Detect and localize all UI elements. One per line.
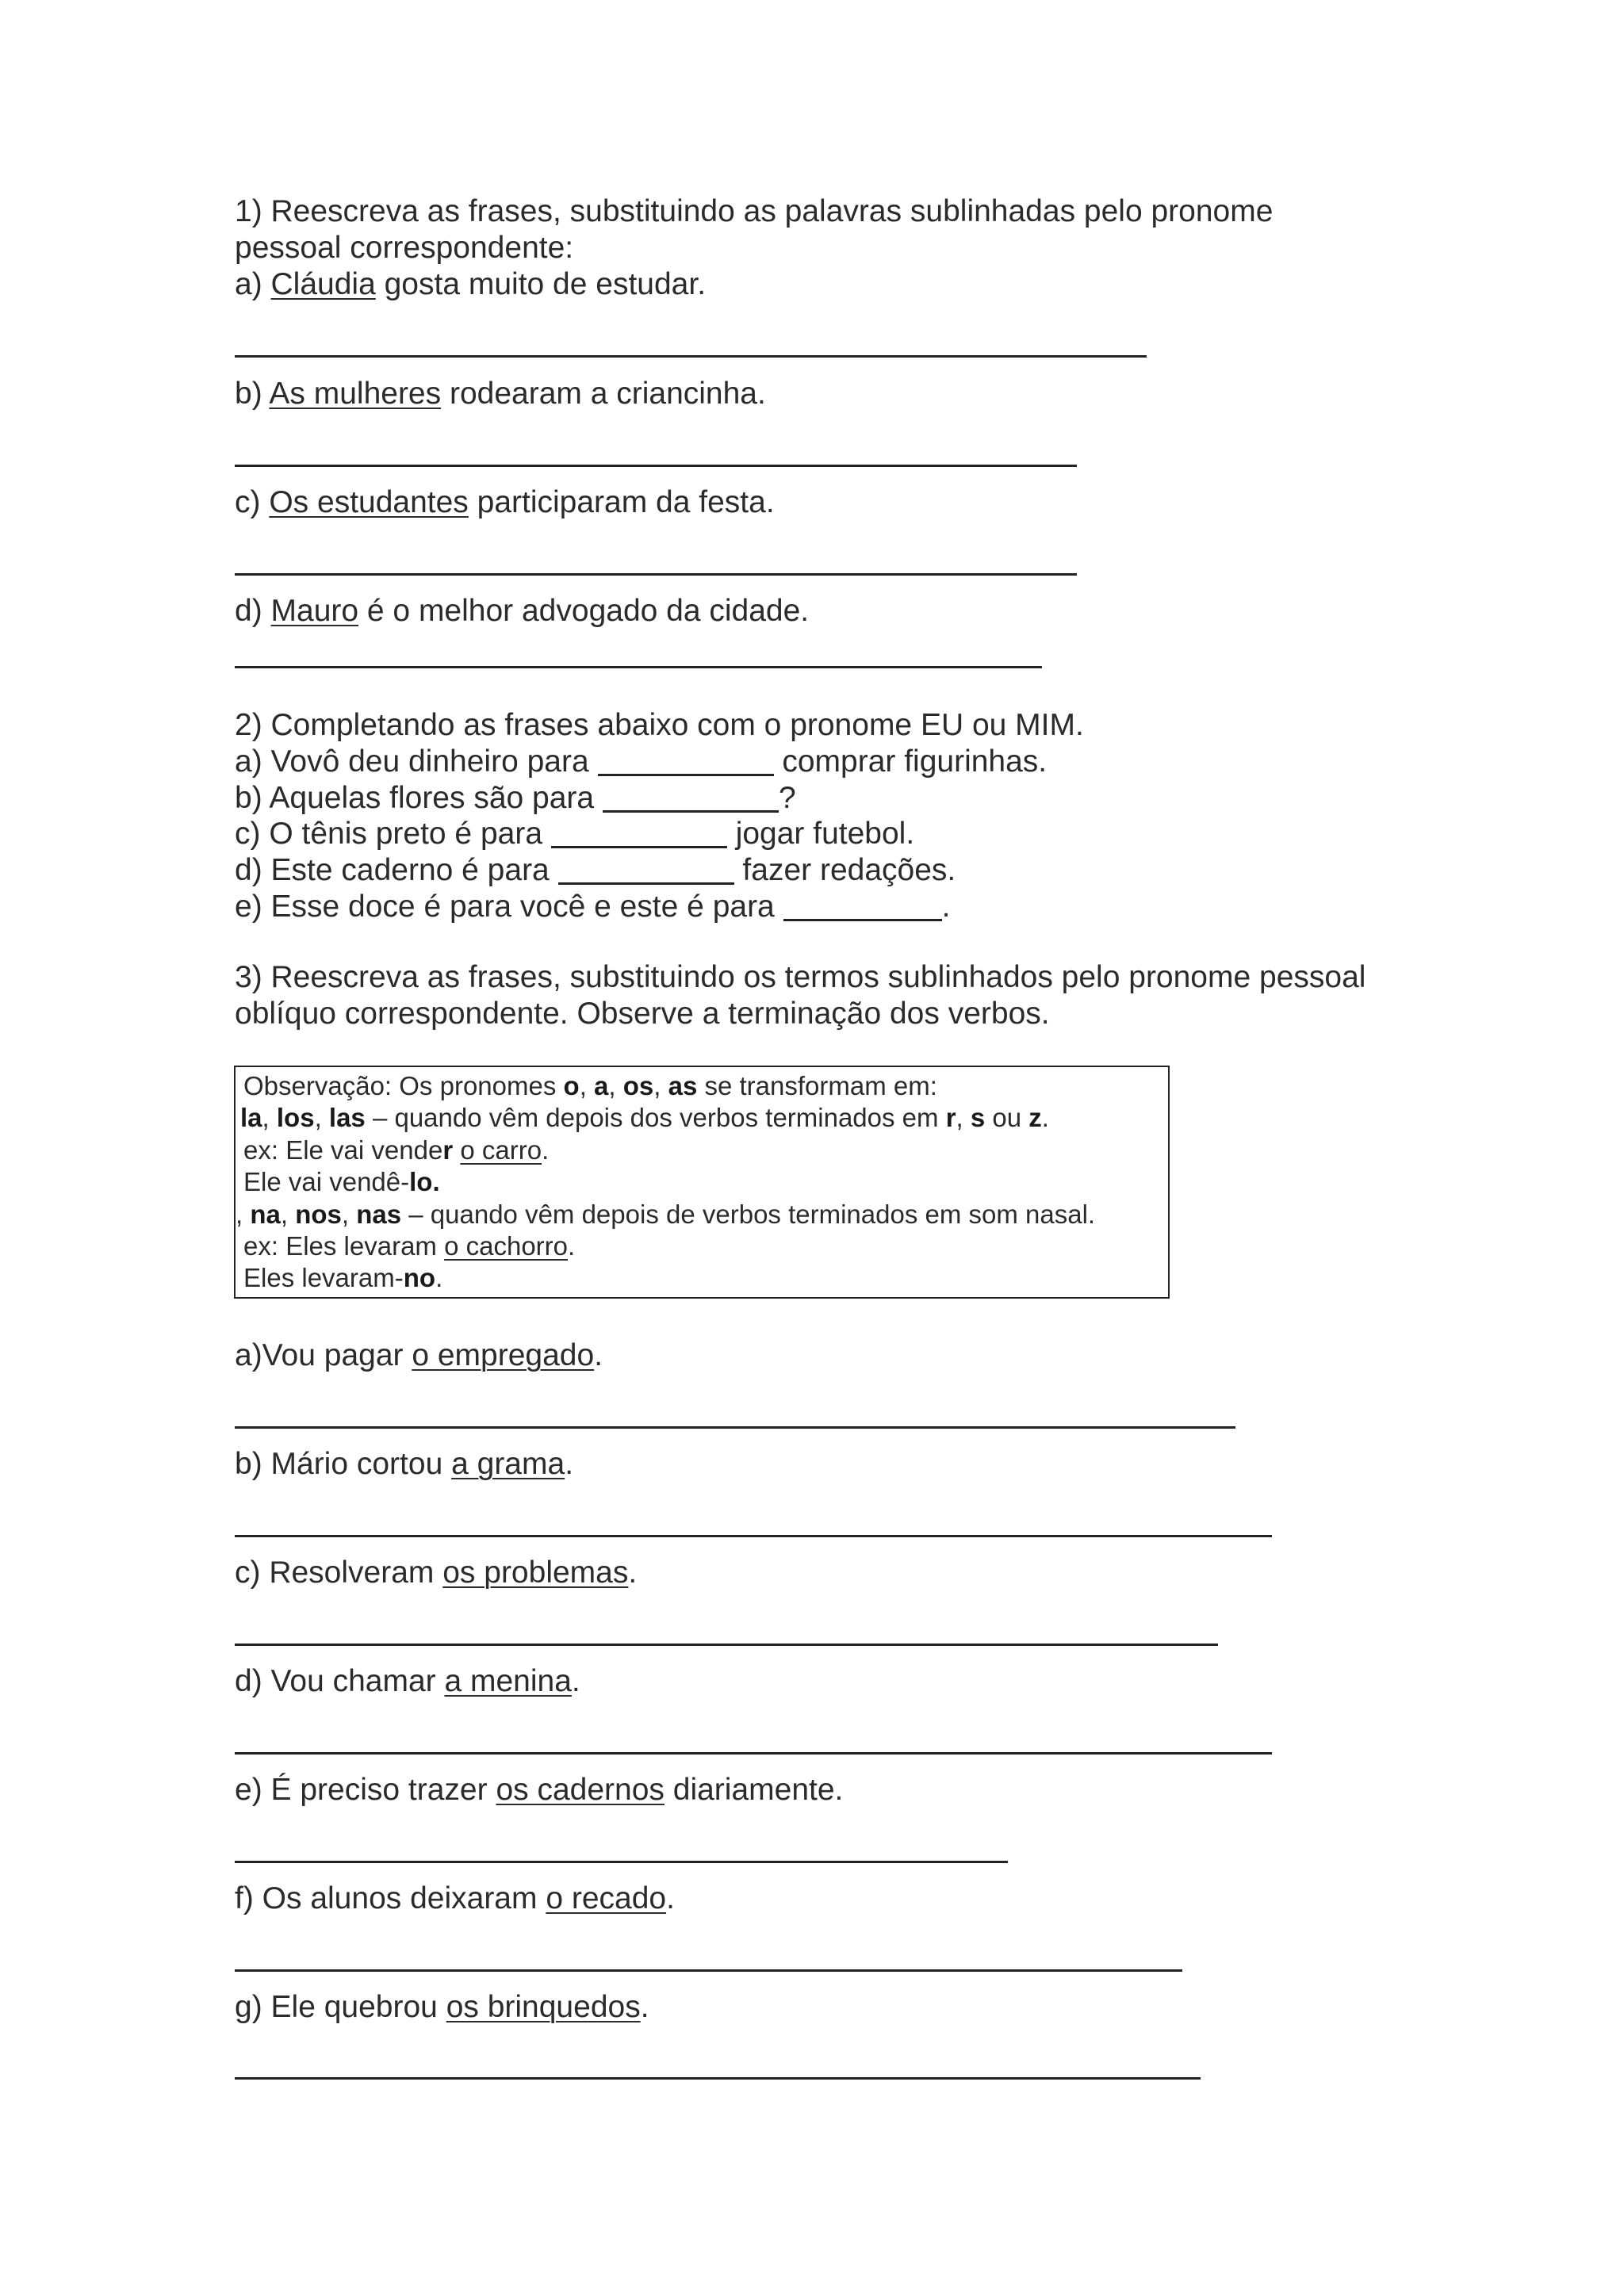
- q3-answer-line-g[interactable]: [235, 2077, 1201, 2080]
- q1-answer-line-c[interactable]: [235, 573, 1077, 576]
- q3-item-g: g) Ele quebrou os brinquedos.: [235, 1990, 649, 2024]
- q1-answer-line-a[interactable]: [235, 355, 1147, 358]
- q3-item-f: f) Os alunos deixaram o recado.: [235, 1881, 675, 1915]
- obs-line-4: Ele vai vendê-lo.: [243, 1167, 440, 1196]
- q3-answer-line-f[interactable]: [235, 1969, 1182, 1972]
- q3-answer-line-e[interactable]: [235, 1861, 1008, 1863]
- q2-blank-a[interactable]: [598, 747, 774, 776]
- q2-item-e: e) Esse doce é para você e este é para .: [235, 890, 951, 924]
- q3-item-c: c) Resolveram os problemas.: [235, 1556, 638, 1590]
- obs-line-5: , na, nos, nas – quando vêm depois de verbos terminados em som nasal.: [236, 1200, 1096, 1229]
- q3-title-line1: 3) Reescreva as frases, substituindo os termos sublinhados pelo pronome pessoal: [235, 960, 1366, 994]
- observation-box: [234, 1066, 1170, 1299]
- obs-line-1: Observação: Os pronomes o, a, os, as se transformam em:: [243, 1071, 937, 1100]
- q3-item-a: a)Vou pagar o empregado.: [235, 1338, 603, 1372]
- q2-item-b: b) Aquelas flores são para ?: [235, 781, 796, 815]
- q1-item-a: a) Cláudia gosta muito de estudar.: [235, 267, 707, 301]
- q2-item-c: c) O tênis preto é para jogar futebol.: [235, 817, 915, 851]
- q2-blank-b[interactable]: [603, 783, 779, 813]
- q3-answer-line-a[interactable]: [235, 1426, 1235, 1429]
- q1-item-d: d) Mauro é o melhor advogado da cidade.: [235, 594, 810, 628]
- q1-title-line1: 1) Reescreva as frases, substituindo as palavras sublinhadas pelo pronome: [235, 194, 1274, 228]
- q3-item-d: d) Vou chamar a menina.: [235, 1664, 580, 1698]
- q1-title-line2: pessoal correspondente:: [235, 231, 574, 265]
- q2-item-a: a) Vovô deu dinheiro para comprar figurinhas.: [235, 744, 1048, 779]
- q3-answer-line-d[interactable]: [235, 1752, 1272, 1755]
- q1-answer-line-d[interactable]: [235, 666, 1042, 668]
- obs-line-7: Eles levaram-no.: [243, 1263, 443, 1292]
- q2-item-d: d) Este caderno é para fazer redações.: [235, 853, 956, 887]
- q2-title: 2) Completando as frases abaixo com o pronome EU ou MIM.: [235, 708, 1084, 742]
- q1-item-b: b) As mulheres rodearam a criancinha.: [235, 377, 766, 411]
- q2-blank-d[interactable]: [558, 855, 734, 885]
- q3-item-e: e) É preciso trazer os cadernos diariamente.: [235, 1773, 844, 1807]
- obs-line-2: la, los, las – quando vêm depois dos verbos terminados em r, s ou z.: [240, 1103, 1049, 1132]
- obs-line-3: ex: Ele vai vender o carro.: [243, 1135, 550, 1165]
- q3-title-line2: oblíquo correspondente. Observe a terminação dos verbos.: [235, 997, 1050, 1031]
- q3-answer-line-b[interactable]: [235, 1535, 1272, 1537]
- q1-answer-line-b[interactable]: [235, 465, 1077, 467]
- q2-blank-c[interactable]: [551, 819, 727, 848]
- q3-answer-line-c[interactable]: [235, 1644, 1218, 1646]
- q2-blank-e[interactable]: [783, 892, 942, 921]
- obs-line-6: ex: Eles levaram o cachorro.: [243, 1231, 576, 1261]
- q1-item-c: c) Os estudantes participaram da festa.: [235, 485, 775, 519]
- q3-item-b: b) Mário cortou a grama.: [235, 1447, 574, 1481]
